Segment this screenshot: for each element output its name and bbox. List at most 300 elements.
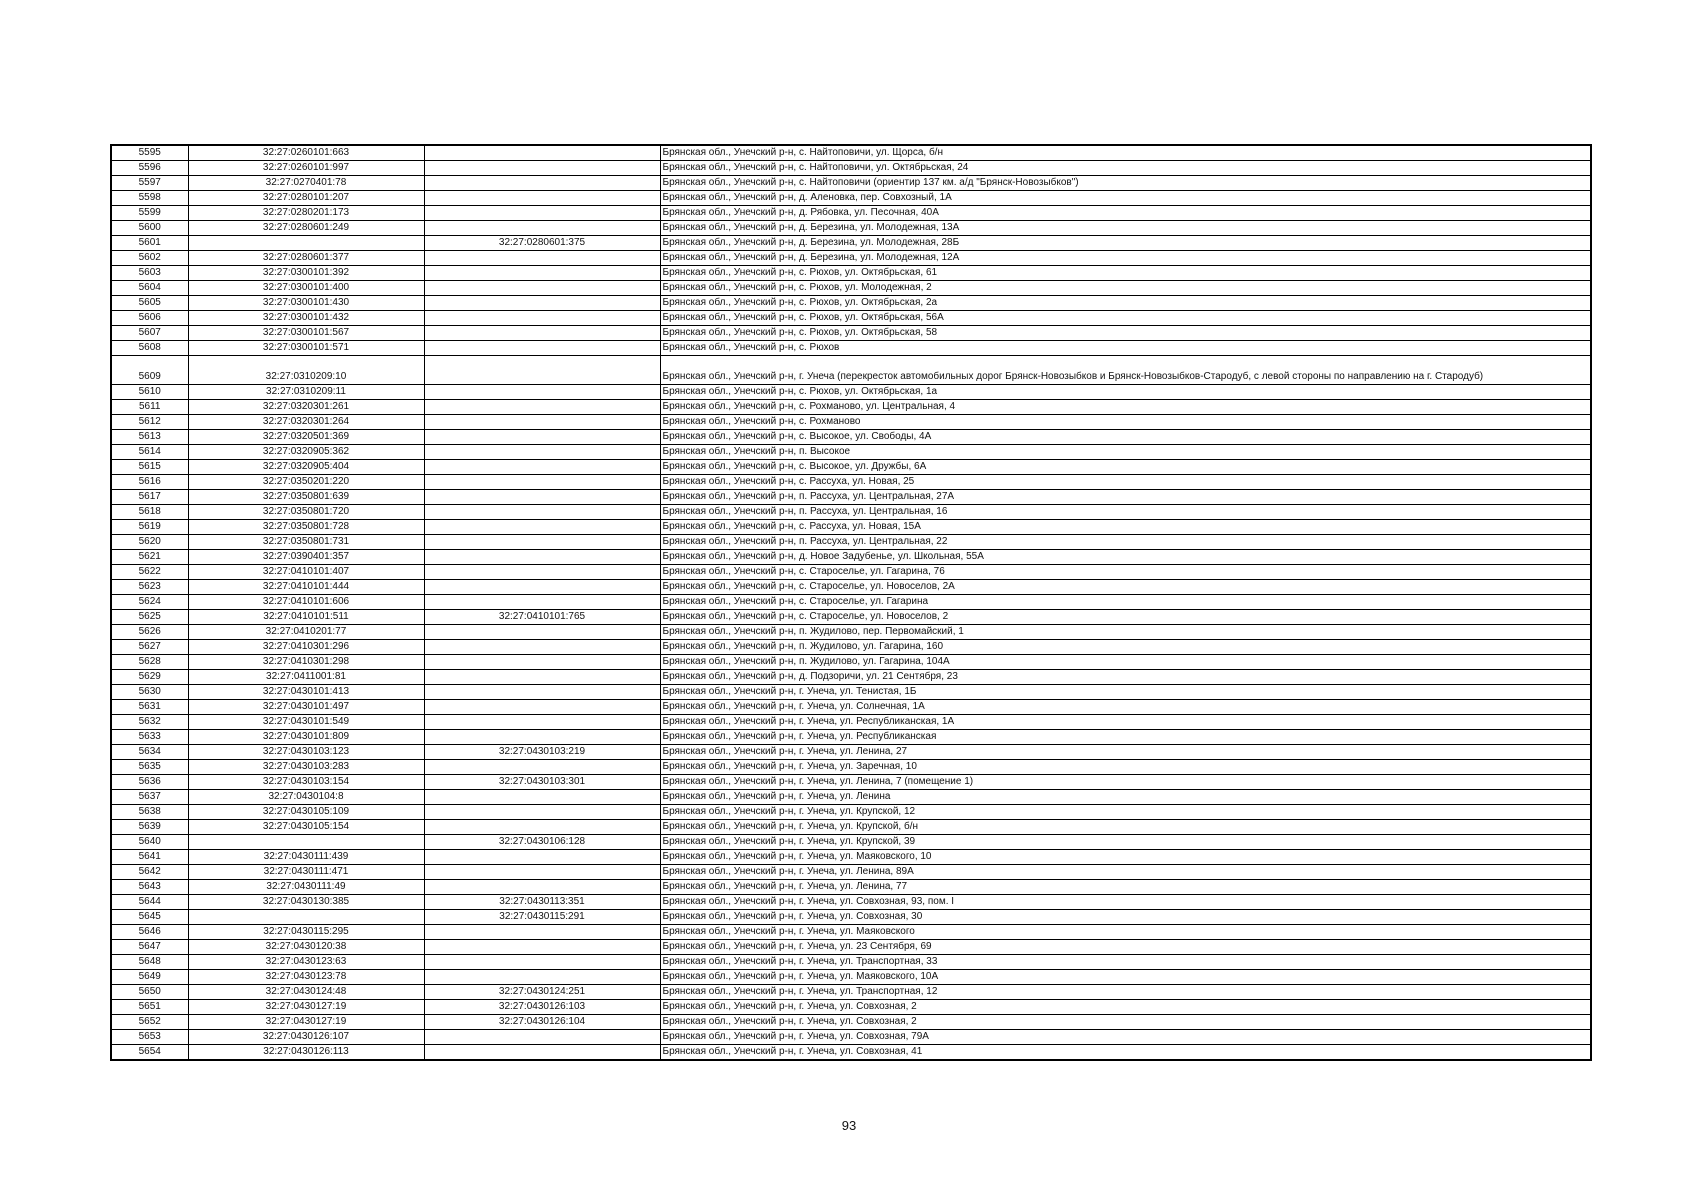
table-row xyxy=(111,1030,1591,1045)
row-number-cell: 5634 xyxy=(111,745,188,760)
related-cadastral-number-cell xyxy=(424,655,660,670)
row-number-cell: 5651 xyxy=(111,1000,188,1015)
table-row xyxy=(111,1045,1591,1061)
cadastral-number-cell: 32:27:0350801:731 xyxy=(188,535,424,550)
cadastral-number-cell: 32:27:0260101:663 xyxy=(188,145,424,161)
address-cell: Брянская обл., Унечский р-н, г. Унеча, ул. 23 Сентября, 69 xyxy=(660,940,1591,955)
related-cadastral-number-cell: 32:27:0430124:251 xyxy=(424,985,660,1000)
cadastral-number-cell: 32:27:0430130:385 xyxy=(188,895,424,910)
row-number-cell: 5639 xyxy=(111,820,188,835)
row-number-cell: 5617 xyxy=(111,490,188,505)
cadastral-number-cell: 32:27:0310209:10 xyxy=(188,356,424,385)
cadastral-number-cell: 32:27:0350801:639 xyxy=(188,490,424,505)
table-row xyxy=(111,296,1591,311)
row-number-cell: 5647 xyxy=(111,940,188,955)
cadastral-number-cell: 32:27:0270401:78 xyxy=(188,176,424,191)
related-cadastral-number-cell xyxy=(424,880,660,895)
row-number-cell: 5606 xyxy=(111,311,188,326)
table-row xyxy=(111,341,1591,356)
cadastral-number-cell: 32:27:0280201:173 xyxy=(188,206,424,221)
address-cell: Брянская обл., Унечский р-н, г. Унеча, ул. Транспортная, 12 xyxy=(660,985,1591,1000)
property-register-table xyxy=(110,144,1592,1061)
table-row xyxy=(111,820,1591,835)
address-cell: Брянская обл., Унечский р-н, г. Унеча, ул. Республиканская, 1А xyxy=(660,715,1591,730)
table-row xyxy=(111,445,1591,460)
cadastral-number-cell: 32:27:0350801:720 xyxy=(188,505,424,520)
cadastral-number-cell: 32:27:0410301:298 xyxy=(188,655,424,670)
related-cadastral-number-cell xyxy=(424,415,660,430)
address-cell: Брянская обл., Унечский р-н, г. Унеча, ул. Совхозная, 79А xyxy=(660,1030,1591,1045)
table-row xyxy=(111,385,1591,400)
cadastral-number-cell: 32:27:0410101:606 xyxy=(188,595,424,610)
related-cadastral-number-cell xyxy=(424,221,660,236)
address-cell: Брянская обл., Унечский р-н, с. Найтоповичи (ориентир 137 км. а/д "Брянск-Новозыбков") xyxy=(660,176,1591,191)
cadastral-number-cell: 32:27:0390401:357 xyxy=(188,550,424,565)
table-row xyxy=(111,940,1591,955)
row-number-cell: 5618 xyxy=(111,505,188,520)
row-number-cell: 5598 xyxy=(111,191,188,206)
table-row xyxy=(111,535,1591,550)
related-cadastral-number-cell: 32:27:0430103:219 xyxy=(424,745,660,760)
table-row xyxy=(111,775,1591,790)
cadastral-number-cell: 32:27:0430104:8 xyxy=(188,790,424,805)
table-row xyxy=(111,910,1591,925)
address-cell: Брянская обл., Унечский р-н, г. Унеча, ул. Маяковского xyxy=(660,925,1591,940)
row-number-cell: 5654 xyxy=(111,1045,188,1061)
cadastral-number-cell: 32:27:0430101:413 xyxy=(188,685,424,700)
table-row xyxy=(111,565,1591,580)
related-cadastral-number-cell xyxy=(424,1030,660,1045)
table-row xyxy=(111,400,1591,415)
cadastral-number-cell: 32:27:0350801:728 xyxy=(188,520,424,535)
row-number-cell: 5600 xyxy=(111,221,188,236)
row-number-cell: 5605 xyxy=(111,296,188,311)
table-row xyxy=(111,595,1591,610)
related-cadastral-number-cell xyxy=(424,550,660,565)
address-cell: Брянская обл., Унечский р-н, д. Подзоричи, ул. 21 Сентября, 23 xyxy=(660,670,1591,685)
related-cadastral-number-cell xyxy=(424,925,660,940)
cadastral-number-cell xyxy=(188,835,424,850)
row-number-cell: 5630 xyxy=(111,685,188,700)
cadastral-number-cell: 32:27:0300101:567 xyxy=(188,326,424,341)
related-cadastral-number-cell xyxy=(424,1045,660,1061)
row-number-cell: 5643 xyxy=(111,880,188,895)
row-number-cell: 5636 xyxy=(111,775,188,790)
cadastral-number-cell: 32:27:0430111:471 xyxy=(188,865,424,880)
row-number-cell: 5624 xyxy=(111,595,188,610)
address-cell: Брянская обл., Унечский р-н, г. Унеча, ул. Совхозная, 2 xyxy=(660,1000,1591,1015)
related-cadastral-number-cell xyxy=(424,865,660,880)
related-cadastral-number-cell xyxy=(424,206,660,221)
related-cadastral-number-cell xyxy=(424,475,660,490)
page-number: 93 xyxy=(841,1118,857,1133)
address-cell: Брянская обл., Унечский р-н, с. Рюхов, ул. Октябрьская, 2а xyxy=(660,296,1591,311)
related-cadastral-number-cell xyxy=(424,341,660,356)
cadastral-number-cell: 32:27:0430103:123 xyxy=(188,745,424,760)
row-number-cell: 5629 xyxy=(111,670,188,685)
row-number-cell: 5610 xyxy=(111,385,188,400)
cadastral-number-cell: 32:27:0350201:220 xyxy=(188,475,424,490)
cadastral-number-cell: 32:27:0430111:439 xyxy=(188,850,424,865)
row-number-cell: 5622 xyxy=(111,565,188,580)
row-number-cell: 5640 xyxy=(111,835,188,850)
cadastral-number-cell: 32:27:0430126:107 xyxy=(188,1030,424,1045)
address-cell: Брянская обл., Унечский р-н, г. Унеча, ул. Тенистая, 1Б xyxy=(660,685,1591,700)
cadastral-number-cell: 32:27:0430101:497 xyxy=(188,700,424,715)
address-cell: Брянская обл., Унечский р-н, с. Рюхов, ул. Молодежная, 2 xyxy=(660,281,1591,296)
row-number-cell: 5599 xyxy=(111,206,188,221)
table-row xyxy=(111,580,1591,595)
table-row xyxy=(111,985,1591,1000)
cadastral-number-cell: 32:27:0410201:77 xyxy=(188,625,424,640)
related-cadastral-number-cell: 32:27:0280601:375 xyxy=(424,236,660,251)
cadastral-number-cell: 32:27:0430115:295 xyxy=(188,925,424,940)
related-cadastral-number-cell xyxy=(424,640,660,655)
table-row xyxy=(111,955,1591,970)
table-row xyxy=(111,520,1591,535)
address-cell: Брянская обл., Унечский р-н, с. Староселье, ул. Новоселов, 2А xyxy=(660,580,1591,595)
related-cadastral-number-cell: 32:27:0430106:128 xyxy=(424,835,660,850)
address-cell: Брянская обл., Унечский р-н, с. Рюхов xyxy=(660,341,1591,356)
address-cell: Брянская обл., Унечский р-н, г. Унеча, ул. Крупской, 39 xyxy=(660,835,1591,850)
cadastral-number-cell: 32:27:0320905:362 xyxy=(188,445,424,460)
cadastral-number-cell: 32:27:0410301:296 xyxy=(188,640,424,655)
table-row xyxy=(111,550,1591,565)
cadastral-number-cell: 32:27:0280601:377 xyxy=(188,251,424,266)
related-cadastral-number-cell: 32:27:0430113:351 xyxy=(424,895,660,910)
table-row xyxy=(111,356,1591,385)
cadastral-number-cell: 32:27:0280101:207 xyxy=(188,191,424,206)
table-row xyxy=(111,670,1591,685)
address-cell: Брянская обл., Унечский р-н, с. Староселье, ул. Гагарина, 76 xyxy=(660,565,1591,580)
address-cell: Брянская обл., Унечский р-н, г. Унеча, ул. Ленина, 89А xyxy=(660,865,1591,880)
address-cell: Брянская обл., Унечский р-н, г. Унеча, ул. Ленина, 27 xyxy=(660,745,1591,760)
row-number-cell: 5612 xyxy=(111,415,188,430)
table-row xyxy=(111,505,1591,520)
table-row xyxy=(111,206,1591,221)
row-number-cell: 5601 xyxy=(111,236,188,251)
table-row xyxy=(111,430,1591,445)
document-page xyxy=(110,144,1590,1061)
table-row xyxy=(111,490,1591,505)
address-cell: Брянская обл., Унечский р-н, п. Жудилово, пер. Первомайский, 1 xyxy=(660,625,1591,640)
address-cell: Брянская обл., Унечский р-н, с. Рюхов, ул. Октябрьская, 1а xyxy=(660,385,1591,400)
row-number-cell: 5633 xyxy=(111,730,188,745)
cadastral-number-cell: 32:27:0410101:407 xyxy=(188,565,424,580)
address-cell: Брянская обл., Унечский р-н, с. Староселье, ул. Гагарина xyxy=(660,595,1591,610)
table-row xyxy=(111,835,1591,850)
related-cadastral-number-cell xyxy=(424,505,660,520)
row-number-cell: 5625 xyxy=(111,610,188,625)
table-row xyxy=(111,700,1591,715)
related-cadastral-number-cell xyxy=(424,400,660,415)
related-cadastral-number-cell xyxy=(424,730,660,745)
address-cell: Брянская обл., Унечский р-н, г. Унеча, ул. Крупской, б/н xyxy=(660,820,1591,835)
address-cell: Брянская обл., Унечский р-н, д. Аленовка, пер. Совхозный, 1А xyxy=(660,191,1591,206)
table-row xyxy=(111,251,1591,266)
address-cell: Брянская обл., Унечский р-н, д. Березина, ул. Молодежная, 13А xyxy=(660,221,1591,236)
related-cadastral-number-cell xyxy=(424,161,660,176)
address-cell: Брянская обл., Унечский р-н, п. Жудилово, ул. Гагарина, 160 xyxy=(660,640,1591,655)
related-cadastral-number-cell xyxy=(424,565,660,580)
table-row xyxy=(111,191,1591,206)
table-row xyxy=(111,865,1591,880)
table-row xyxy=(111,655,1591,670)
related-cadastral-number-cell xyxy=(424,940,660,955)
related-cadastral-number-cell xyxy=(424,955,660,970)
row-number-cell: 5626 xyxy=(111,625,188,640)
cadastral-number-cell: 32:27:0320501:369 xyxy=(188,430,424,445)
table-row xyxy=(111,745,1591,760)
row-number-cell: 5652 xyxy=(111,1015,188,1030)
address-cell: Брянская обл., Унечский р-н, с. Рюхов, ул. Октябрьская, 61 xyxy=(660,266,1591,281)
related-cadastral-number-cell xyxy=(424,460,660,475)
row-number-cell: 5650 xyxy=(111,985,188,1000)
related-cadastral-number-cell: 32:27:0430115:291 xyxy=(424,910,660,925)
related-cadastral-number-cell xyxy=(424,625,660,640)
address-cell: Брянская обл., Унечский р-н, с. Рюхов, ул. Октябрьская, 56А xyxy=(660,311,1591,326)
related-cadastral-number-cell xyxy=(424,176,660,191)
table-row xyxy=(111,266,1591,281)
cadastral-number-cell: 32:27:0430105:109 xyxy=(188,805,424,820)
related-cadastral-number-cell xyxy=(424,266,660,281)
address-cell: Брянская обл., Унечский р-н, п. Жудилово, ул. Гагарина, 104А xyxy=(660,655,1591,670)
row-number-cell: 5608 xyxy=(111,341,188,356)
related-cadastral-number-cell xyxy=(424,535,660,550)
address-cell: Брянская обл., Унечский р-н, с. Рохманово xyxy=(660,415,1591,430)
row-number-cell: 5597 xyxy=(111,176,188,191)
cadastral-number-cell: 32:27:0430111:49 xyxy=(188,880,424,895)
row-number-cell: 5641 xyxy=(111,850,188,865)
cadastral-number-cell: 32:27:0410101:444 xyxy=(188,580,424,595)
table-row xyxy=(111,326,1591,341)
cadastral-number-cell: 32:27:0300101:432 xyxy=(188,311,424,326)
row-number-cell: 5604 xyxy=(111,281,188,296)
row-number-cell: 5631 xyxy=(111,700,188,715)
row-number-cell: 5595 xyxy=(111,145,188,161)
related-cadastral-number-cell xyxy=(424,850,660,865)
address-cell: Брянская обл., Унечский р-н, п. Рассуха, ул. Центральная, 16 xyxy=(660,505,1591,520)
related-cadastral-number-cell: 32:27:0430126:103 xyxy=(424,1000,660,1015)
address-cell: Брянская обл., Унечский р-н, п. Рассуха, ул. Центральная, 22 xyxy=(660,535,1591,550)
related-cadastral-number-cell xyxy=(424,700,660,715)
related-cadastral-number-cell xyxy=(424,430,660,445)
row-number-cell: 5642 xyxy=(111,865,188,880)
row-number-cell: 5648 xyxy=(111,955,188,970)
address-cell: Брянская обл., Унечский р-н, д. Березина, ул. Молодежная, 12А xyxy=(660,251,1591,266)
address-cell: Брянская обл., Унечский р-н, с. Староселье, ул. Новоселов, 2 xyxy=(660,610,1591,625)
row-number-cell: 5615 xyxy=(111,460,188,475)
row-number-cell: 5653 xyxy=(111,1030,188,1045)
related-cadastral-number-cell xyxy=(424,580,660,595)
address-cell: Брянская обл., Унечский р-н, г. Унеча, ул. Республиканская xyxy=(660,730,1591,745)
address-cell: Брянская обл., Унечский р-н, г. Унеча, ул. Совхозная, 93, пом. I xyxy=(660,895,1591,910)
row-number-cell: 5613 xyxy=(111,430,188,445)
address-cell: Брянская обл., Унечский р-н, г. Унеча, ул. Совхозная, 30 xyxy=(660,910,1591,925)
cadastral-number-cell: 32:27:0300101:392 xyxy=(188,266,424,281)
cadastral-number-cell: 32:27:0410101:511 xyxy=(188,610,424,625)
address-cell: Брянская обл., Унечский р-н, г. Унеча, ул. Транспортная, 33 xyxy=(660,955,1591,970)
cadastral-number-cell: 32:27:0300101:400 xyxy=(188,281,424,296)
related-cadastral-number-cell xyxy=(424,805,660,820)
row-number-cell: 5596 xyxy=(111,161,188,176)
related-cadastral-number-cell xyxy=(424,520,660,535)
row-number-cell: 5644 xyxy=(111,895,188,910)
address-cell: Брянская обл., Унечский р-н, с. Рассуха, ул. Новая, 15А xyxy=(660,520,1591,535)
row-number-cell: 5638 xyxy=(111,805,188,820)
related-cadastral-number-cell xyxy=(424,251,660,266)
related-cadastral-number-cell: 32:27:0410101:765 xyxy=(424,610,660,625)
row-number-cell: 5645 xyxy=(111,910,188,925)
address-cell: Брянская обл., Унечский р-н, г. Унеча, ул. Крупской, 12 xyxy=(660,805,1591,820)
cadastral-number-cell: 32:27:0430127:19 xyxy=(188,1000,424,1015)
row-number-cell: 5646 xyxy=(111,925,188,940)
related-cadastral-number-cell xyxy=(424,670,660,685)
table-row xyxy=(111,970,1591,985)
table-row xyxy=(111,685,1591,700)
cadastral-number-cell: 32:27:0430124:48 xyxy=(188,985,424,1000)
cadastral-number-cell: 32:27:0320301:264 xyxy=(188,415,424,430)
register-table-body xyxy=(111,145,1591,1060)
row-number-cell: 5637 xyxy=(111,790,188,805)
address-cell: Брянская обл., Унечский р-н, с. Рассуха, ул. Новая, 25 xyxy=(660,475,1591,490)
table-row xyxy=(111,715,1591,730)
cadastral-number-cell: 32:27:0310209:11 xyxy=(188,385,424,400)
row-number-cell: 5623 xyxy=(111,580,188,595)
related-cadastral-number-cell xyxy=(424,490,660,505)
cadastral-number-cell: 32:27:0411001:81 xyxy=(188,670,424,685)
related-cadastral-number-cell xyxy=(424,145,660,161)
address-cell: Брянская обл., Унечский р-н, п. Рассуха, ул. Центральная, 27А xyxy=(660,490,1591,505)
table-row xyxy=(111,221,1591,236)
related-cadastral-number-cell xyxy=(424,356,660,385)
table-row xyxy=(111,281,1591,296)
row-number-cell: 5602 xyxy=(111,251,188,266)
cadastral-number-cell: 32:27:0430103:154 xyxy=(188,775,424,790)
address-cell: Брянская обл., Унечский р-н, г. Унеча, ул. Маяковского, 10 xyxy=(660,850,1591,865)
table-row xyxy=(111,475,1591,490)
related-cadastral-number-cell xyxy=(424,685,660,700)
cadastral-number-cell: 32:27:0430103:283 xyxy=(188,760,424,775)
cadastral-number-cell: 32:27:0300101:430 xyxy=(188,296,424,311)
row-number-cell: 5607 xyxy=(111,326,188,341)
address-cell: Брянская обл., Унечский р-н, д. Новое Задубенье, ул. Школьная, 55А xyxy=(660,550,1591,565)
row-number-cell: 5603 xyxy=(111,266,188,281)
address-cell: Брянская обл., Унечский р-н, с. Высокое, ул. Дружбы, 6А xyxy=(660,460,1591,475)
table-row xyxy=(111,610,1591,625)
table-row xyxy=(111,640,1591,655)
address-cell: Брянская обл., Унечский р-н, г. Унеча, ул. Ленина, 7 (помещение 1) xyxy=(660,775,1591,790)
row-number-cell: 5616 xyxy=(111,475,188,490)
related-cadastral-number-cell xyxy=(424,326,660,341)
cadastral-number-cell: 32:27:0430105:154 xyxy=(188,820,424,835)
table-row xyxy=(111,1015,1591,1030)
address-cell: Брянская обл., Унечский р-н, г. Унеча (перекресток автомобильных дорог Брянск-Новозыбков и Брянск-Новозыбков-Стародуб, с левой стороны по направлению на г. Стародуб) xyxy=(660,356,1591,385)
row-number-cell: 5621 xyxy=(111,550,188,565)
address-cell: Брянская обл., Унечский р-н, г. Унеча, ул. Совхозная, 41 xyxy=(660,1045,1591,1061)
table-row xyxy=(111,161,1591,176)
related-cadastral-number-cell xyxy=(424,191,660,206)
cadastral-number-cell xyxy=(188,236,424,251)
table-row xyxy=(111,760,1591,775)
cadastral-number-cell: 32:27:0430126:113 xyxy=(188,1045,424,1061)
address-cell: Брянская обл., Унечский р-н, г. Унеча, ул. Совхозная, 2 xyxy=(660,1015,1591,1030)
row-number-cell: 5649 xyxy=(111,970,188,985)
address-cell: Брянская обл., Унечский р-н, п. Высокое xyxy=(660,445,1591,460)
address-cell: Брянская обл., Унечский р-н, с. Найтоповичи, ул. Октябрьская, 24 xyxy=(660,161,1591,176)
related-cadastral-number-cell xyxy=(424,385,660,400)
address-cell: Брянская обл., Унечский р-н, с. Найтоповичи, ул. Щорса, б/н xyxy=(660,145,1591,161)
table-row xyxy=(111,880,1591,895)
cadastral-number-cell: 32:27:0430101:549 xyxy=(188,715,424,730)
row-number-cell: 5609 xyxy=(111,356,188,385)
address-cell: Брянская обл., Унечский р-н, г. Унеча, ул. Заречная, 10 xyxy=(660,760,1591,775)
cadastral-number-cell: 32:27:0430123:78 xyxy=(188,970,424,985)
row-number-cell: 5632 xyxy=(111,715,188,730)
row-number-cell: 5611 xyxy=(111,400,188,415)
related-cadastral-number-cell xyxy=(424,445,660,460)
row-number-cell: 5628 xyxy=(111,655,188,670)
cadastral-number-cell: 32:27:0430123:63 xyxy=(188,955,424,970)
table-row xyxy=(111,730,1591,745)
cadastral-number-cell: 32:27:0260101:997 xyxy=(188,161,424,176)
related-cadastral-number-cell: 32:27:0430103:301 xyxy=(424,775,660,790)
address-cell: Брянская обл., Унечский р-н, с. Рюхов, ул. Октябрьская, 58 xyxy=(660,326,1591,341)
address-cell: Брянская обл., Унечский р-н, г. Унеча, ул. Ленина, 77 xyxy=(660,880,1591,895)
table-row xyxy=(111,415,1591,430)
address-cell: Брянская обл., Унечский р-н, с. Высокое, ул. Свободы, 4А xyxy=(660,430,1591,445)
related-cadastral-number-cell xyxy=(424,820,660,835)
table-row xyxy=(111,850,1591,865)
table-row xyxy=(111,790,1591,805)
address-cell: Брянская обл., Унечский р-н, с. Рохманово, ул. Центральная, 4 xyxy=(660,400,1591,415)
cadastral-number-cell xyxy=(188,910,424,925)
cadastral-number-cell: 32:27:0430101:809 xyxy=(188,730,424,745)
related-cadastral-number-cell xyxy=(424,311,660,326)
table-row xyxy=(111,176,1591,191)
cadastral-number-cell: 32:27:0430120:38 xyxy=(188,940,424,955)
table-row xyxy=(111,1000,1591,1015)
address-cell: Брянская обл., Унечский р-н, д. Рябовка, ул. Песочная, 40А xyxy=(660,206,1591,221)
related-cadastral-number-cell xyxy=(424,296,660,311)
cadastral-number-cell: 32:27:0300101:571 xyxy=(188,341,424,356)
cadastral-number-cell: 32:27:0280601:249 xyxy=(188,221,424,236)
address-cell: Брянская обл., Унечский р-н, г. Унеча, ул. Солнечная, 1А xyxy=(660,700,1591,715)
related-cadastral-number-cell xyxy=(424,790,660,805)
address-cell: Брянская обл., Унечский р-н, д. Березина, ул. Молодежная, 28Б xyxy=(660,236,1591,251)
table-row xyxy=(111,895,1591,910)
row-number-cell: 5619 xyxy=(111,520,188,535)
related-cadastral-number-cell xyxy=(424,595,660,610)
row-number-cell: 5614 xyxy=(111,445,188,460)
related-cadastral-number-cell xyxy=(424,281,660,296)
row-number-cell: 5635 xyxy=(111,760,188,775)
cadastral-number-cell: 32:27:0320905:404 xyxy=(188,460,424,475)
cadastral-number-cell: 32:27:0430127:19 xyxy=(188,1015,424,1030)
row-number-cell: 5627 xyxy=(111,640,188,655)
address-cell: Брянская обл., Унечский р-н, г. Унеча, ул. Маяковского, 10А xyxy=(660,970,1591,985)
row-number-cell: 5620 xyxy=(111,535,188,550)
related-cadastral-number-cell: 32:27:0430126:104 xyxy=(424,1015,660,1030)
table-row xyxy=(111,145,1591,161)
cadastral-number-cell: 32:27:0320301:261 xyxy=(188,400,424,415)
table-row xyxy=(111,236,1591,251)
table-row xyxy=(111,625,1591,640)
address-cell: Брянская обл., Унечский р-н, г. Унеча, ул. Ленина xyxy=(660,790,1591,805)
table-row xyxy=(111,460,1591,475)
related-cadastral-number-cell xyxy=(424,760,660,775)
related-cadastral-number-cell xyxy=(424,715,660,730)
